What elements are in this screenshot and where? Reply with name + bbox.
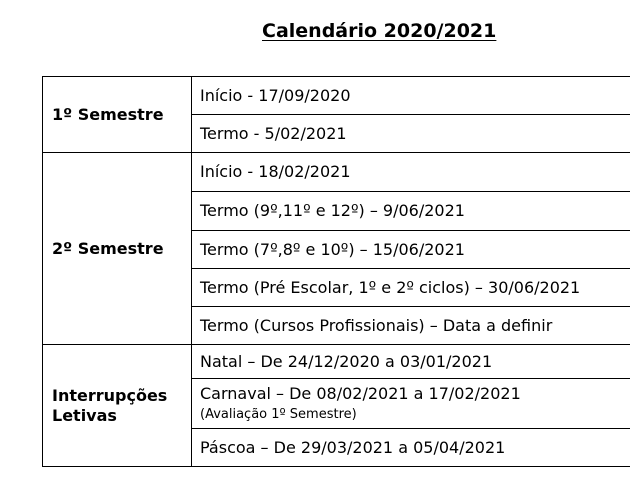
break-carnival [192,379,630,429]
calendar-table [42,76,630,467]
table-row [43,77,630,115]
1st-semester-end: Termo - 5/02/2021 [192,115,630,153]
2nd-semester-end-pre-school: Termo (Pré Escolar, 1º e 2º ciclos) – 30/06/2021 [192,269,630,307]
break-carnival-text: Carnaval – De 08/02/2021 a 17/02/2021 [200,383,521,403]
section-label-1st-semester: 1º Semestre [43,77,192,153]
breaks-label-line1: Interrupções [52,385,168,405]
section-label-2nd-semester: 2º Semestre [43,153,192,345]
2nd-semester-start: Início - 18/02/2021 [192,153,630,192]
break-christmas: Natal – De 24/12/2020 a 03/01/2021 [192,345,630,379]
1st-semester-start: Início - 17/09/2020 [192,77,630,115]
table-row [43,345,630,379]
2nd-semester-end-professional: Termo (Cursos Profissionais) – Data a definir [192,307,630,345]
break-carnival-note: (Avaliação 1º Semestre) [200,406,357,422]
2nd-semester-end-7-8-10: Termo (7º,8º e 10º) – 15/06/2021 [192,231,630,269]
break-easter: Páscoa – De 29/03/2021 a 05/04/2021 [192,429,630,467]
page-title: Calendário 2020/2021 [262,20,497,42]
2nd-semester-end-9-11-12: Termo (9º,11º e 12º) – 9/06/2021 [192,192,630,231]
table-row [43,153,630,192]
section-label-breaks [43,345,192,467]
breaks-label-line2: Letivas [52,405,117,425]
